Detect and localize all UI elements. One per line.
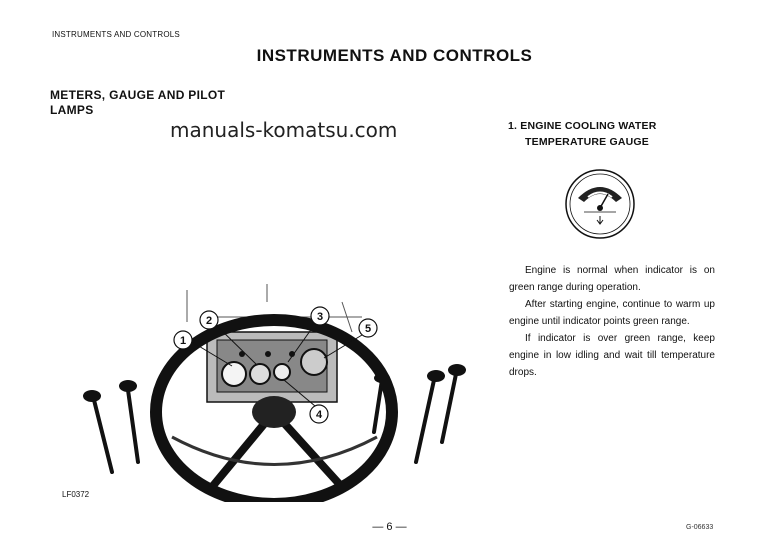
section-heading-line2: LAMPS xyxy=(50,103,94,117)
temperature-gauge-illustration xyxy=(564,168,636,240)
callout-3: 3 xyxy=(316,311,324,323)
item-heading-line1: 1. ENGINE COOLING WATER xyxy=(508,120,657,132)
page-title: INSTRUMENTS AND CONTROLS xyxy=(256,46,533,65)
paragraph: After starting engine, continue to warm up engine until indicator points green range. xyxy=(509,299,715,327)
document-code: G-06633 xyxy=(686,524,714,531)
callout-2: 2 xyxy=(205,315,213,327)
body-text xyxy=(509,262,715,381)
callout-1: 1 xyxy=(179,335,187,347)
section-heading-line1: METERS, GAUGE AND PILOT xyxy=(50,88,226,102)
item-heading-line2: TEMPERATURE GAUGE xyxy=(525,136,649,148)
callout-4: 4 xyxy=(315,409,323,421)
paragraph: If indicator is over green range, keep engine in low idling and wait till temperature drops. xyxy=(509,333,715,378)
item-heading xyxy=(508,118,657,150)
section-heading xyxy=(50,88,225,118)
running-head: INSTRUMENTS AND CONTROLS xyxy=(52,30,180,39)
photo-code: LF0372 xyxy=(62,490,90,499)
callout-5: 5 xyxy=(364,323,372,335)
watermark-text: manuals-komatsu.com xyxy=(170,118,398,142)
paragraph: Engine is normal when indicator is on green range during operation. xyxy=(509,265,715,293)
dashboard-photo xyxy=(52,262,482,502)
page-number: — 6 — xyxy=(372,521,407,533)
